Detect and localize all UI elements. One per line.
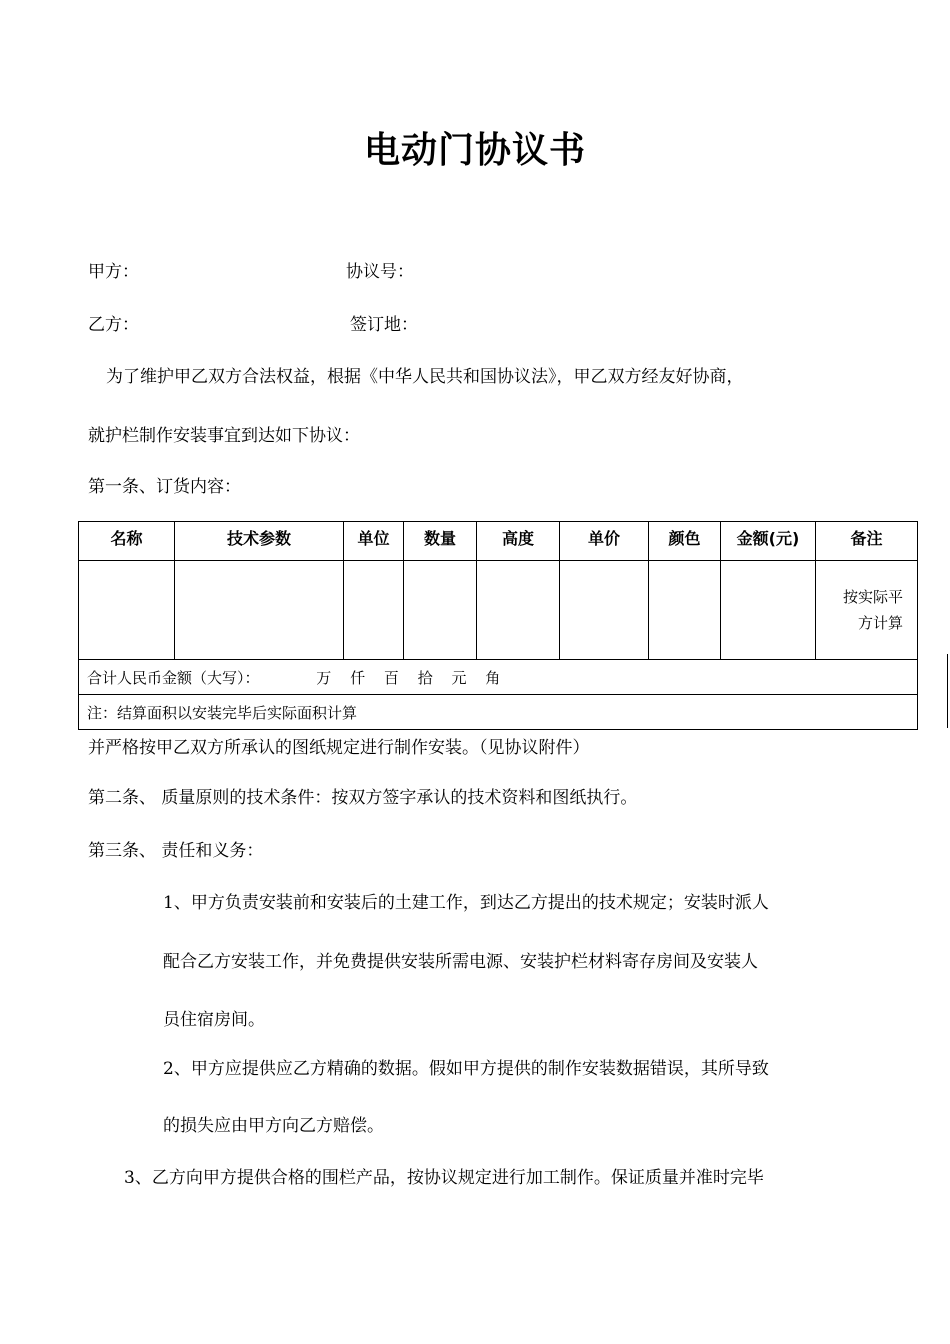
total-row — [79, 660, 918, 695]
total-label: 合计人民币金额（大写）： — [87, 668, 260, 687]
table-edge-line — [947, 654, 948, 728]
cell-remark — [816, 561, 918, 660]
unit-qian: 仟 — [350, 668, 366, 687]
table-row — [79, 561, 918, 660]
col-name-header: 名称 — [79, 522, 175, 561]
clause-1-line-1: 1、甲方负责安装前和安装后的土建工作，到达乙方提出的技术规定；安装时派人 — [163, 893, 769, 913]
total-units — [316, 669, 514, 687]
clause-1-line-3: 员住宿房间。 — [163, 1010, 265, 1030]
order-table — [78, 521, 918, 730]
col-unit-header: 单位 — [344, 522, 404, 561]
after-table-text: 并严格按甲乙双方所承认的图纸规定进行制作安装。（见协议附件） — [88, 738, 590, 758]
cell-unit — [344, 561, 404, 660]
cell-spec — [175, 561, 344, 660]
article-1-title: 第一条、订货内容： — [88, 477, 241, 497]
note-cell: 注：结算面积以安装完毕后实际面积计算 — [79, 695, 918, 730]
unit-shi: 拾 — [417, 668, 433, 687]
document-title: 电动门协议书 — [363, 130, 586, 171]
unit-bai: 百 — [383, 668, 399, 687]
col-spec-header: 技术参数 — [175, 522, 344, 561]
cell-amount — [721, 561, 816, 660]
agreement-no-label: 协议号： — [346, 262, 414, 282]
intro-line-1: 为了维护甲乙双方合法权益，根据《中华人民共和国协议法》，甲乙双方经友好协商， — [106, 367, 744, 387]
cell-color — [649, 561, 721, 660]
party-b-label: 乙方： — [88, 315, 139, 335]
col-price-header: 单价 — [560, 522, 649, 561]
clause-2-line-2: 的损失应由甲方向乙方赔偿。 — [163, 1116, 384, 1136]
article-2: 第二条、 质量原则的技术条件：按双方签字承认的技术资料和图纸执行。 — [88, 788, 638, 808]
col-color-header: 颜色 — [649, 522, 721, 561]
cell-name — [79, 561, 175, 660]
clause-1-line-2: 配合乙方安装工作，并免费提供安装所需电源、安装护栏材料寄存房间及安装人 — [163, 952, 758, 972]
col-amount-header: 金额(元) — [721, 522, 816, 561]
party-a-label: 甲方： — [88, 262, 139, 282]
remark-line-1: 按实际平 — [842, 588, 903, 606]
article-3-title: 第三条、 责任和义务： — [88, 841, 264, 861]
sign-place-label: 签订地： — [350, 315, 418, 335]
remark-line-2: 方计算 — [857, 614, 903, 632]
col-remark-header: 备注 — [816, 522, 918, 561]
cell-height — [477, 561, 560, 660]
clause-3-line-1: 3、乙方向甲方提供合格的围栏产品，按协议规定进行加工制作。保证质量并准时完毕 — [124, 1168, 764, 1188]
intro-line-2: 就护栏制作安装事宜到达如下协议： — [88, 426, 360, 446]
unit-jiao: 角 — [485, 668, 501, 687]
clause-2-line-1: 2、甲方应提供应乙方精确的数据。假如甲方提供的制作安装数据错误，其所导致 — [163, 1059, 769, 1079]
unit-yuan: 元 — [451, 668, 467, 687]
cell-price — [560, 561, 649, 660]
col-quantity-header: 数量 — [404, 522, 477, 561]
table-header-row — [79, 522, 918, 561]
unit-wan: 万 — [316, 668, 332, 687]
col-height-header: 高度 — [477, 522, 560, 561]
note-row — [79, 695, 918, 730]
total-cell — [79, 660, 918, 695]
cell-quantity — [404, 561, 477, 660]
